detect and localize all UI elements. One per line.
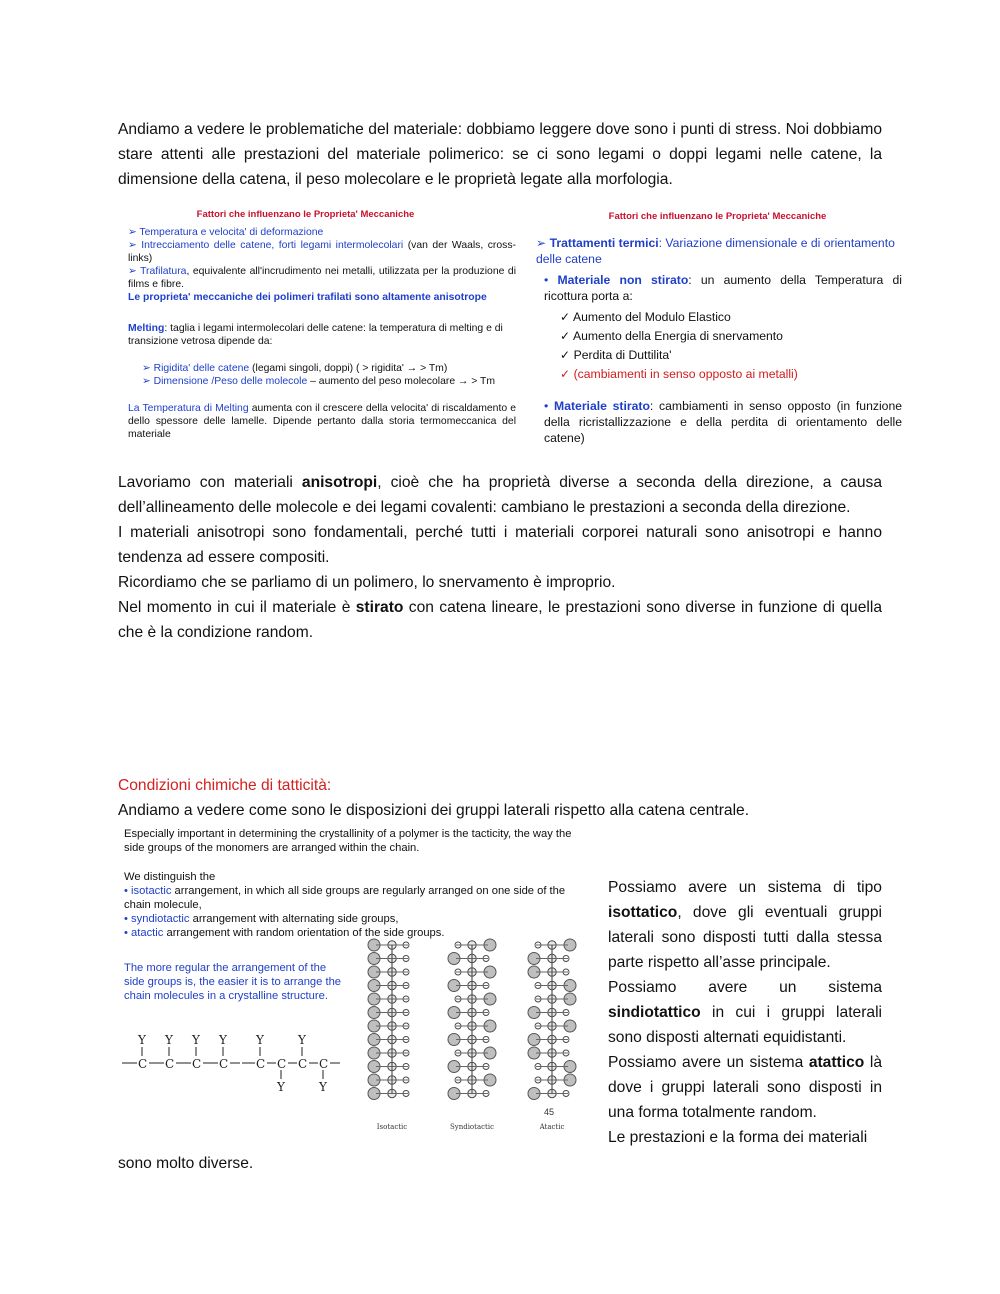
check-item: ✓ Aumento della Energia di snervamento <box>560 329 783 343</box>
tatticita-heading: Condizioni chimiche di tatticità: <box>118 777 332 794</box>
tacticity-bullet: • syndiotactic arrangement with alternating side groups, <box>124 913 399 925</box>
svg-text:Y: Y <box>277 1080 285 1094</box>
tacticity-blue-paragraph: The more regular the arrangement of the side groups is, the easier it is to arrange the chain molecules in a crystalline structure. <box>124 962 342 1002</box>
tacticity-chain-models <box>358 937 583 1133</box>
label-atactic: Atactic <box>539 1123 565 1131</box>
tacticity-explanation <box>608 875 882 1150</box>
svg-text:C: C <box>192 1057 202 1071</box>
check-item: ✓ Aumento del Modulo Elastico <box>560 310 731 324</box>
tacticity-bullet: • isotactic arrangement, in which all side groups are regularly arranged on one side of the chain molecule, <box>124 885 566 911</box>
slide-left-item: ➢ Temperatura e velocita' di deformazione <box>128 227 324 238</box>
tatticita-intro: Andiamo a vedere come sono le disposizioni dei gruppi laterali rispetto alla catena centrale. <box>118 802 750 819</box>
tacticity-bullet: • atactic arrangement with random orientation of the side groups. <box>124 927 445 939</box>
trattamenti-termici: ➢ Trattamenti termici: Variazione dimensionale e di orientamento delle catene <box>536 236 895 266</box>
anisotropi-section <box>118 470 882 645</box>
svg-text:Y: Y <box>319 1080 327 1094</box>
check-list <box>560 308 905 384</box>
svg-text:C: C <box>319 1057 329 1071</box>
anisotropi-p3: Ricordiamo che se parliamo di un polimero, lo snervamento è improprio. <box>118 574 616 591</box>
melting-text: Melting: taglia i legami intermolecolari delle catene: la temperatura di melting e di transizione vetrosa dipende da: <box>128 323 503 347</box>
slide-page-number: 45 <box>544 1107 555 1117</box>
slide-left <box>118 205 523 453</box>
slide-right <box>530 205 905 453</box>
intro-paragraph: Andiamo a vedere le problematiche del materiale: dobbiamo leggere dove sono i punti di stress. Noi dobbiamo stare attenti alle prestazioni del materiale polimerico: se ci sono legami o doppi legami nelle catene, la dimensione della catena, il peso molecolare e le proprietà legate alla morfologia. <box>118 121 882 188</box>
syndiotactic-formula <box>242 1033 340 1094</box>
svg-text:Y: Y <box>165 1033 173 1047</box>
isotactic-explanation: Possiamo avere un sistema di tipo isottatico, dove gli eventuali gruppi laterali sono disposti tutti dalla stessa parte rispetto all’asse principale. <box>608 879 882 971</box>
svg-text:C: C <box>256 1057 266 1071</box>
check-item: ✓ (cambiamenti in senso opposto ai metalli) <box>560 367 798 381</box>
svg-text:C: C <box>219 1057 229 1071</box>
slide-left-title: Fattori che influenzano le Proprieta' Meccaniche <box>196 209 415 220</box>
anisotropi-p2: I materiali anisotropi sono fondamentali, perché tutti i materiali corporei naturali sono anisotropi e hanno tendenza ad essere compositi. <box>118 524 882 566</box>
isotactic-formula <box>122 1033 240 1071</box>
label-isotactic: Isotactic <box>376 1123 408 1131</box>
tacticity-bullets <box>124 884 574 940</box>
closing-text: sono molto diverse. <box>118 1155 254 1172</box>
melting-subitem: ➢ Rigidita' delle catene (legami singoli, doppi) ( > rigidita' → > Tm) <box>142 363 448 374</box>
svg-text:Y: Y <box>219 1033 227 1047</box>
tacticity-p1: Especially important in determining the crystallinity of a polymer is the tacticity, the way the side groups of the monomers are arranged within the chain. <box>124 828 572 854</box>
atactic-explanation: Possiamo avere un sistema atattico là dove i gruppi laterali sono disposti in una forma totalmente random. <box>608 1054 882 1121</box>
svg-text:Y: Y <box>256 1033 264 1047</box>
non-stirato: • Materiale non stirato: un aumento della Temperatura di ricottura porta a: <box>544 273 903 303</box>
slide-left-list <box>128 226 516 304</box>
svg-text:Y: Y <box>298 1033 306 1047</box>
performance-sentence-start: Le prestazioni e la forma dei materiali <box>608 1129 868 1146</box>
tacticity-slide <box>118 825 583 1133</box>
svg-text:C: C <box>298 1057 308 1071</box>
slide-left-item: ➢ Intrecciamento delle catene, forti legami intermolecolari (van der Waals, cross-links) <box>128 240 517 264</box>
stirato: • Materiale stirato: cambiamenti in senso opposto (in funzione della ricristallizzazione e della perdita di orientamento delle catene) <box>544 399 902 445</box>
slide-left-item: ➢ Trafilatura, equivalente all'incrudimento nei metalli, utilizzata per la produzione di films e fibre. Le proprieta' meccaniche dei polimeri trafilati sono altamente anisotrope <box>128 266 517 303</box>
svg-text:C: C <box>277 1057 287 1071</box>
anisotropi-p1: Lavoriamo con materiali anisotropi, cioè che ha proprietà diverse a seconda della direzione, a causa dell’allineamento delle molecole e dei legami covalenti: cambiano le prestazioni a seconda della direzione. <box>118 474 883 516</box>
label-syndiotactic: Syndiotactic <box>449 1123 495 1131</box>
svg-text:Y: Y <box>192 1033 200 1047</box>
syndiotactic-explanation: Possiamo avere un sistema sindiotattico in cui i gruppi laterali sono disposti alternati equidistanti. <box>608 979 882 1046</box>
tacticity-p2: We distinguish the <box>124 871 216 883</box>
svg-text:C: C <box>165 1057 175 1071</box>
melting-sublist <box>142 362 523 388</box>
anisotropi-p4: Nel momento in cui il materiale è stirato con catena lineare, le prestazioni sono diverse in funzione di quella che è la condizione random. <box>118 599 882 641</box>
melting-temp-text: La Temperatura di Melting aumenta con il crescere della velocita' di riscaldamento e dello spessore delle lamelle. Dipende pertanto dalla storia termomeccanica del materiale <box>128 403 517 440</box>
structural-formulas <box>118 1030 358 1100</box>
svg-text:Y: Y <box>138 1033 146 1047</box>
check-item: ✓ Perdita di Duttilita' <box>560 348 672 362</box>
slide-right-title: Fattori che influenzano le Proprieta' Meccaniche <box>608 211 827 222</box>
melting-subitem: ➢ Dimensione /Peso delle molecole – aumento del peso molecolare → > Tm <box>142 376 496 387</box>
svg-text:C: C <box>138 1057 148 1071</box>
